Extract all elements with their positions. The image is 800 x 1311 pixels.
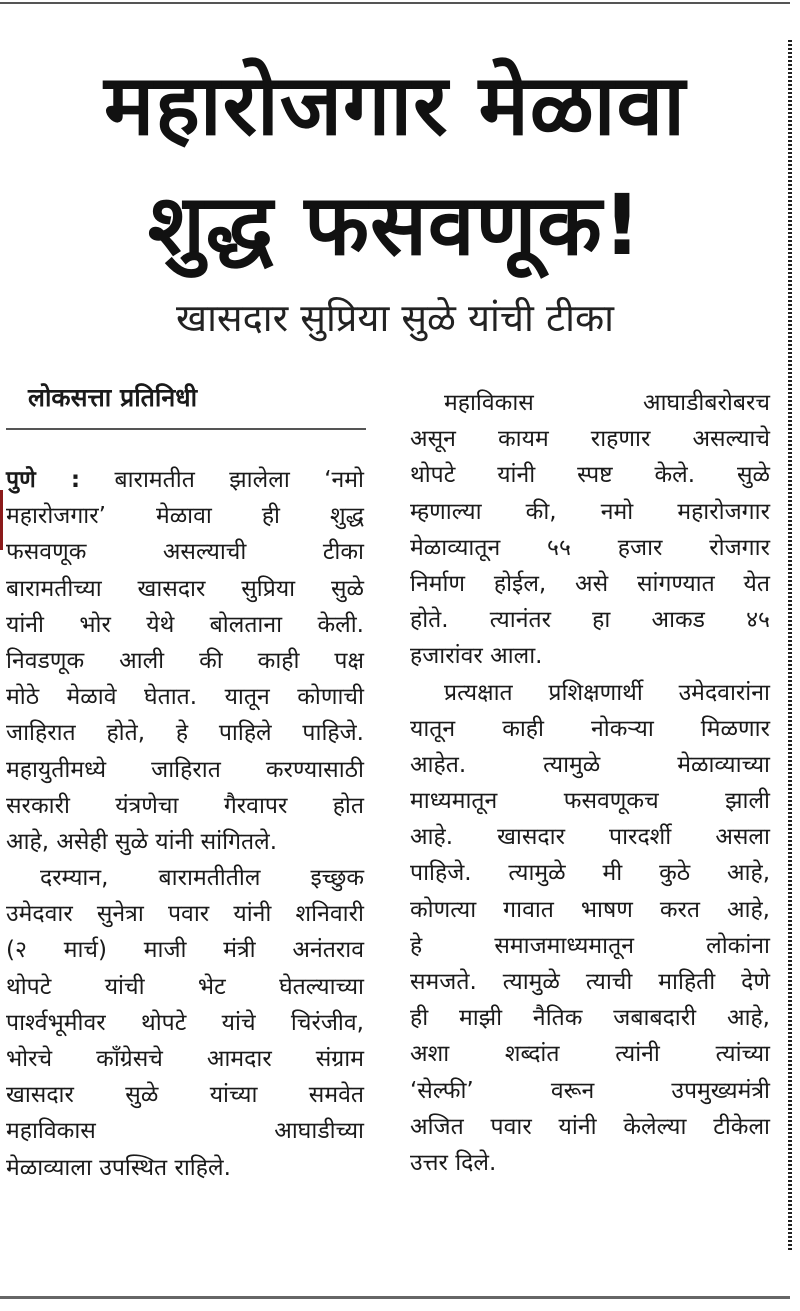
text-line	[6, 462, 364, 498]
text-line: महाविकास आघाडीबरोबरच	[444, 390, 770, 416]
headline-line-1: महारोजगार मेळावा	[104, 56, 686, 154]
subheadline: खासदार सुप्रिया सुळे यांची टीका	[176, 296, 614, 340]
text-line: माध्यमातून फसवणूकच झाली	[410, 788, 770, 815]
text-line: मेळाव्यातून ५५ हजार रोजगार	[410, 534, 770, 561]
text-line: फसवणूक असल्याची टीका	[6, 539, 364, 566]
text-line: महायुतीमध्ये जाहिरात करण्यासाठी	[6, 756, 364, 783]
text-line: अशा शब्दांत त्यांनी त्यांच्या	[410, 1041, 770, 1068]
text-line: उमेदवार सुनेत्रा पवार यांनी शनिवारी	[6, 901, 364, 928]
text-line: बारामतीच्या खासदार सुप्रिया सुळे	[6, 575, 364, 602]
text-line: ही माझी नैतिक जबाबदारी आहे,	[410, 1005, 770, 1032]
headline-line-2: शुद्ध फसवणूक!	[147, 176, 643, 274]
text-line: मोठे मेळावे घेतात. यातून कोणाची	[6, 684, 364, 711]
text-line: निवडणूक आली की काही पक्ष	[6, 647, 364, 674]
text-line: सरकारी यंत्रणेचा गैरवापर होत	[6, 792, 364, 819]
text-line: होते. त्यानंतर हा आकड ४५	[410, 607, 770, 634]
text-line: समजते. त्यामुळे त्याची माहिती देणे	[410, 969, 770, 995]
text-line: महारोजगार’ मेळावा ही शुद्ध	[6, 503, 364, 530]
text-line: दरम्यान, बारामतीतील इच्छुक	[40, 865, 364, 892]
dateline: पुणे :	[6, 467, 81, 493]
text-line: (२ मार्च) माजी मंत्री अनंतराव	[6, 937, 364, 964]
text-line: हजारांवर आला.	[410, 643, 543, 670]
text-line: भोरचे काँग्रेसचे आमदार संग्राम	[6, 1046, 364, 1072]
byline: लोकसत्ता प्रतिनिधी	[28, 383, 198, 412]
text-line: ‘सेल्फी’ वरून उपमुख्यमंत्री	[410, 1077, 770, 1104]
text-line: हे समाजमाध्यमातून लोकांना	[410, 932, 770, 959]
text-line: असून कायम राहणार असल्याचे	[410, 426, 770, 453]
text-line: निर्माण होईल, असे सांगण्यात येत	[410, 570, 770, 597]
byline-rule	[6, 428, 366, 430]
text-line: आहे, असेही सुळे यांनी सांगितले.	[6, 828, 278, 855]
text-line: कोणत्या गावात भाषण करत आहे,	[410, 896, 770, 923]
text-line: अजित पवार यांनी केलेल्या टीकेला	[410, 1113, 770, 1140]
text-line: म्हणाल्या की, नमो महारोजगार	[410, 498, 770, 525]
text-line: खासदार सुळे यांच्या समवेत	[6, 1082, 364, 1109]
right-column	[410, 385, 770, 1181]
top-rule	[0, 2, 790, 4]
text-line: मेळाव्याला उपस्थित राहिले.	[6, 1154, 231, 1181]
margin-mark	[0, 490, 3, 550]
text-line: यांनी भोर येथे बोलताना केली.	[6, 611, 364, 638]
text-line: जाहिरात होते, हे पाहिले पाहिजे.	[6, 720, 364, 747]
text-line: पाहिजे. त्यामुळे मी कुठे आहे,	[410, 860, 770, 887]
text-line: आहे. खासदार पारदर्शी असला	[410, 824, 770, 851]
text-line: पार्श्वभूमीवर थोपटे यांचे चिरंजीव,	[6, 1009, 364, 1036]
bottom-rule	[0, 1296, 790, 1299]
text-line-content: बारामतीत झालेला ‘नमो	[80, 467, 364, 493]
text-line: महाविकास आघाडीच्या	[6, 1118, 364, 1145]
text-line: थोपटे यांनी स्पष्ट केले. सुळे	[410, 462, 770, 489]
text-line: यातून काही नोकऱ्या मिळणार	[410, 715, 770, 742]
text-line: थोपटे यांची भेट घेतल्याच्या	[6, 973, 364, 1000]
left-column	[6, 462, 364, 1186]
text-line: आहेत. त्यामुळे मेळाव्याच्या	[410, 751, 770, 778]
text-line: उत्तर दिले.	[410, 1149, 497, 1176]
text-line: प्रत्यक्षात प्रशिक्षणार्थी उमेदवारांना	[444, 679, 770, 706]
